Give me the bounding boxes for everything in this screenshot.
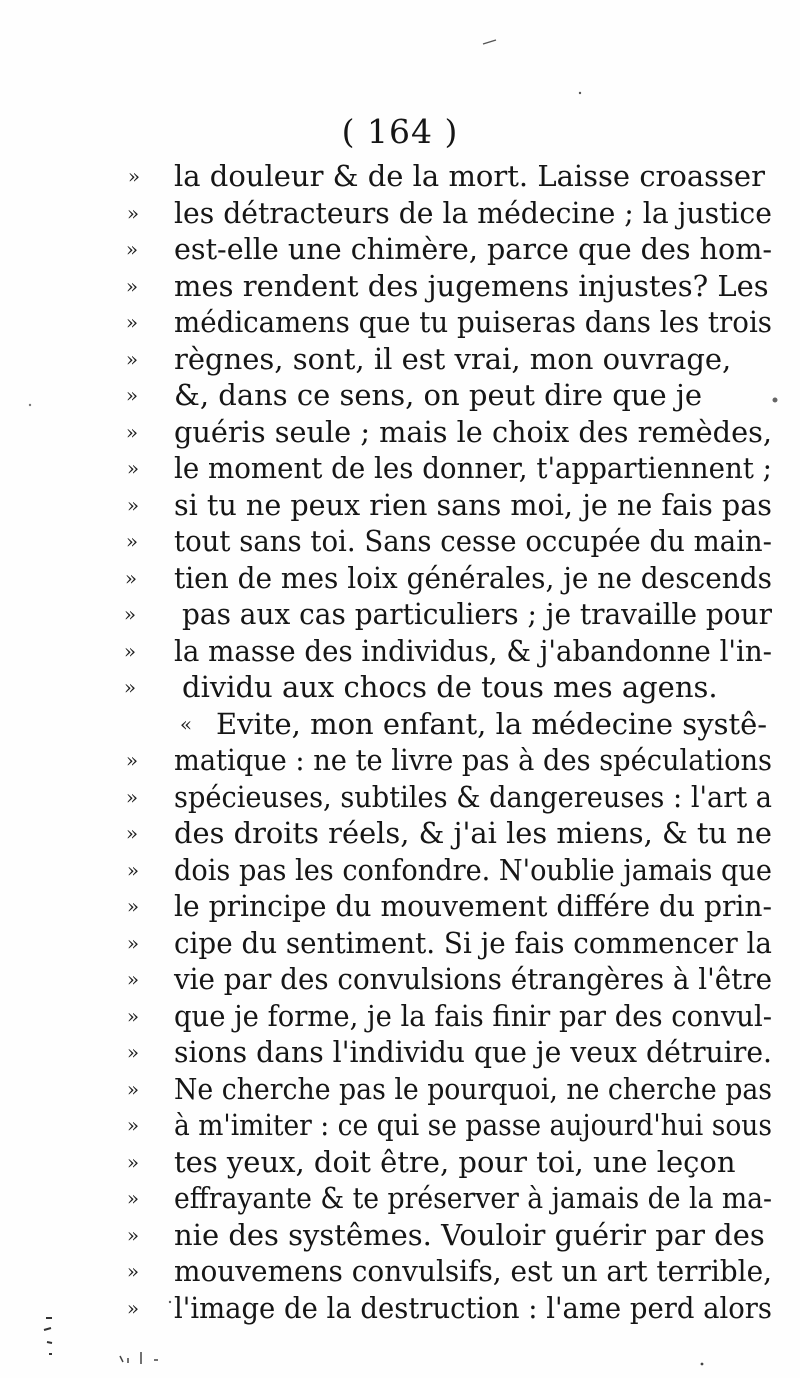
text-line (0, 341, 800, 378)
line-text: guéris seule ; mais le choix des remèdes, (174, 415, 772, 449)
line-text: Ne cherche pas le pourquoi, ne cherche pas (174, 1072, 773, 1106)
line-text: vie par des convulsions étrangères à l'être (174, 962, 773, 996)
quote-mark: » (123, 639, 137, 663)
line-text: spécieuses, subtiles & dangereuses : l'art a (174, 780, 773, 814)
text-line (0, 1217, 800, 1254)
line-text: effrayante & te préserver à jamais de la ma- (174, 1181, 772, 1215)
text-line (0, 961, 800, 998)
line-text: à m'imiter : ce qui se passe aujourd'hui sous (174, 1108, 773, 1142)
line-text: la masse des individus, & j'abandonne l'in- (174, 634, 773, 668)
line-text: dois pas les confondre. N'oublie jamais que (174, 853, 772, 887)
quote-mark: » (124, 566, 138, 590)
quote-mark: » (126, 1223, 140, 1247)
quote-mark: » (125, 785, 139, 809)
quote-mark: » (126, 456, 140, 480)
line-text: tien de mes loix générales, je ne descends (174, 561, 772, 595)
quote-mark: » (125, 420, 139, 444)
line-text: l'image de la destruction : l'ame perd alors (174, 1291, 772, 1325)
text-line (0, 377, 800, 414)
quote-mark: » (126, 201, 140, 225)
text-line (0, 852, 800, 889)
quote-mark: » (126, 1004, 140, 1028)
text-line (0, 523, 800, 560)
quote-mark: » (127, 164, 141, 188)
quote-mark: » (126, 1259, 140, 1283)
text-line (0, 450, 800, 487)
text-line (0, 414, 800, 451)
line-text: la douleur & de la mort. Laisse croasser (174, 159, 765, 193)
quote-mark: » (126, 967, 140, 991)
quote-mark: » (123, 602, 137, 626)
quote-mark: » (125, 274, 139, 298)
quote-mark: » (125, 347, 139, 371)
line-text: sions dans l'individu que je veux détruire. (174, 1035, 773, 1069)
line-text: matique : ne te livre pas à des spéculations (174, 743, 773, 777)
text-line (0, 304, 800, 341)
line-text: tes yeux, doit être, pour toi, une leçon (174, 1145, 736, 1179)
quote-mark: » (126, 894, 140, 918)
text-line (0, 487, 800, 524)
text-line (0, 742, 800, 779)
quote-mark: » (126, 493, 140, 517)
quote-mark: » (126, 1296, 140, 1320)
quote-mark: » (125, 237, 139, 261)
line-text: le moment de les donner, t'appartiennent ; (174, 451, 772, 485)
text-line (0, 596, 800, 633)
text-line (0, 1034, 800, 1071)
line-text: médicamens que tu puiseras dans les trois (174, 305, 772, 339)
line-text: &, dans ce sens, on peut dire que je (174, 378, 703, 412)
text-line (0, 779, 800, 816)
text-line (0, 669, 800, 706)
text-line (0, 888, 800, 925)
quote-mark: » (125, 748, 139, 772)
text-line (0, 1144, 800, 1181)
text-line (0, 268, 800, 305)
line-text: règnes, sont, il est vrai, mon ouvrage, (174, 342, 732, 376)
text-line (0, 815, 800, 852)
line-text: si tu ne peux rien sans moi, je ne fais pas (174, 488, 772, 522)
quote-mark: « (179, 712, 193, 736)
line-text: dividu aux chocs de tous mes agens. (182, 670, 718, 704)
text-line (0, 1253, 800, 1290)
text-line (0, 1180, 800, 1217)
quote-mark: » (126, 1186, 140, 1210)
quote-mark: » (125, 383, 139, 407)
line-text: le principe du mouvement différe du prin- (174, 889, 773, 923)
line-text: tout sans toi. Sans cesse occupée du main- (174, 524, 772, 558)
text-line (0, 1290, 800, 1327)
text-line (0, 158, 800, 195)
line-text: que je forme, je la fais finir par des convul- (174, 999, 773, 1033)
text-line (0, 998, 800, 1035)
text-line (0, 1107, 800, 1144)
line-text: pas aux cas particuliers ; je travaille pour (182, 597, 773, 631)
line-text: mouvemens convulsifs, est un art terrible, (174, 1254, 772, 1288)
line-text: des droits réels, & j'ai les miens, & tu ne (174, 816, 772, 850)
line-text: cipe du sentiment. Si je fais commencer la (174, 926, 772, 960)
line-text: mes rendent des jugemens injustes? Les (174, 269, 769, 303)
text-line (0, 195, 800, 232)
quote-mark: » (126, 858, 140, 882)
text-line (0, 925, 800, 962)
quote-mark: » (123, 675, 137, 699)
line-text: est-elle une chimère, parce que des hom- (174, 232, 773, 266)
text-line (0, 231, 800, 268)
quote-mark: » (126, 1077, 140, 1101)
page-number: ( 164 ) (341, 112, 459, 151)
quote-mark: » (126, 1150, 140, 1174)
text-line (0, 633, 800, 670)
quote-mark: » (126, 931, 140, 955)
quote-mark: » (125, 529, 139, 553)
quote-mark: » (125, 821, 139, 845)
quote-mark: » (125, 310, 139, 334)
quote-mark: » (126, 1040, 140, 1064)
text-line (0, 1071, 800, 1108)
line-text: nie des systêmes. Vouloir guérir par des (174, 1218, 765, 1252)
text-line (0, 706, 800, 743)
line-text: les détracteurs de la médecine ; la justice (174, 196, 772, 230)
line-text: Evite, mon enfant, la médecine systê- (216, 707, 768, 741)
quote-mark: » (126, 1113, 140, 1137)
text-line (0, 560, 800, 597)
